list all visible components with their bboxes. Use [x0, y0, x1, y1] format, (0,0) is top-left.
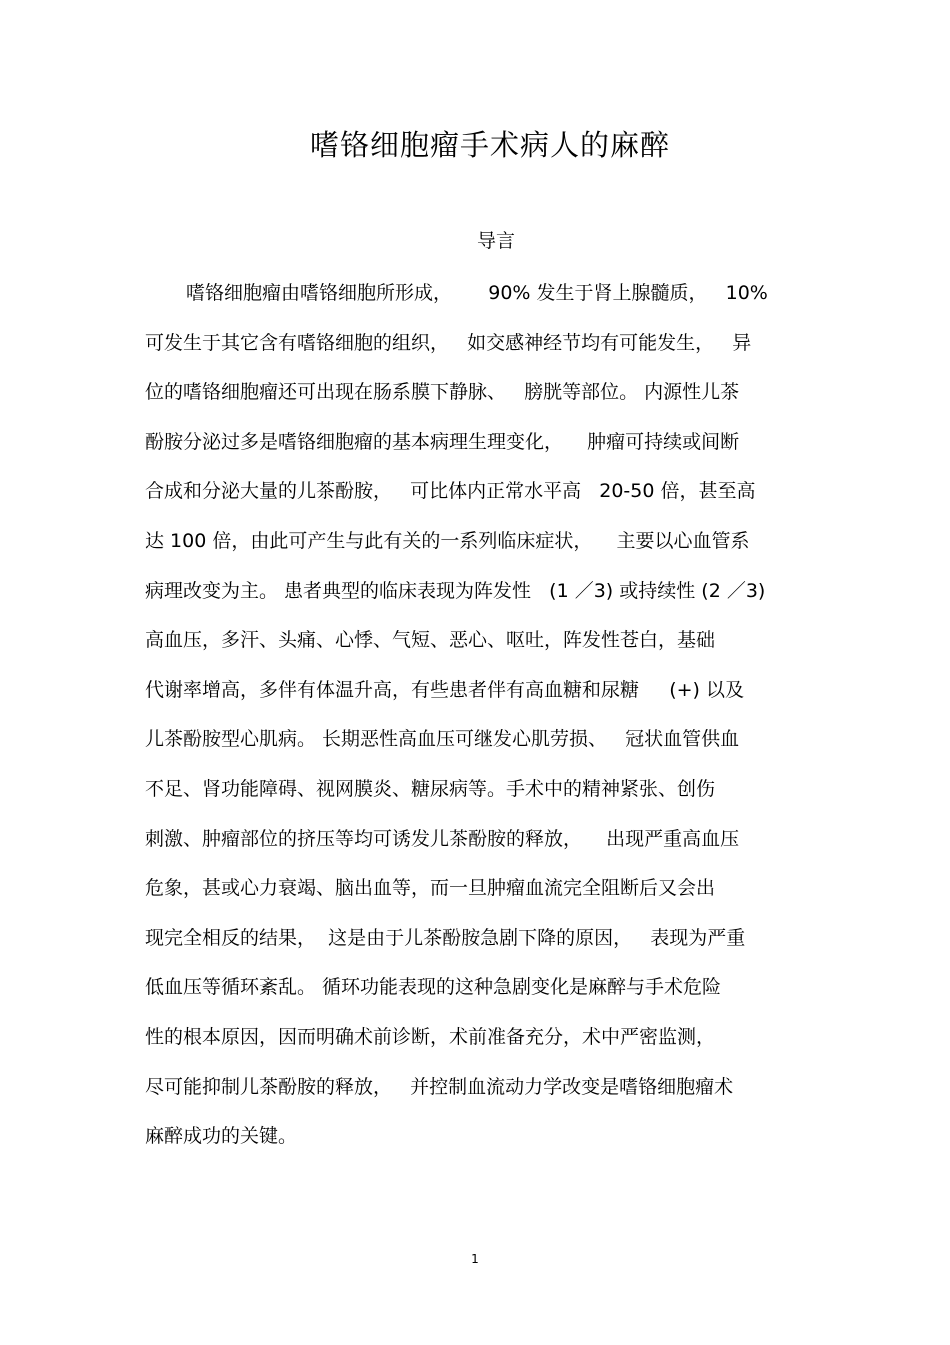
paragraph-line: 高血压，多汗、头痛、心悸、气短、恶心、呕吐，阵发性苍白，基础 — [145, 629, 716, 652]
paragraph-line: 达 100 倍，由此可产生与此有关的一系列临床症状， 主要以心血管系 — [145, 529, 750, 552]
paragraph-line: 病理改变为主。 患者典型的临床表现为阵发性 (1 ／3) 或持续性 (2 ／3) — [145, 579, 766, 602]
paragraph-line: 代谢率增高，多伴有体温升高，有些患者伴有高血糖和尿糖 (+) 以及 — [145, 678, 744, 701]
section-heading: 导言 — [476, 230, 515, 252]
page-number: 1 — [471, 1252, 479, 1266]
paragraph-line: 合成和分泌大量的儿茶酚胺， 可比体内正常水平高 20-50 倍，甚至高 — [145, 480, 756, 503]
paragraph-line: 位的嗜铬细胞瘤还可出现在肠系膜下静脉、 膀胱等部位。 内源性儿茶 — [145, 381, 740, 404]
paragraph-line: 嗜铬细胞瘤由嗜铬细胞所形成， 90% 发生于肾上腺髓质， 10% — [186, 282, 768, 304]
paragraph-line: 儿茶酚胺型心肌病。 长期恶性高血压可继发心肌劳损、 冠状血管供血 — [145, 728, 740, 751]
paragraph-line: 性的根本原因，因而明确术前诊断，术前准备充分，术中严密监测， — [145, 1025, 716, 1048]
paragraph-line: 危象，甚或心力衰竭、脑出血等，而一旦肿瘤血流完全阻断后又会出 — [145, 877, 716, 900]
paragraph-line: 不足、肾功能障碍、视网膜炎、糖尿病等。手术中的精神紧张、创伤 — [145, 777, 716, 800]
paragraph-line: 可发生于其它含有嗜铬细胞的组织， 如交感神经节均有可能发生， 异 — [145, 331, 752, 354]
paragraph-line: 刺激、肿瘤部位的挤压等均可诱发儿茶酚胺的释放， 出现严重高血压 — [145, 827, 740, 850]
paragraph-line: 低血压等循环紊乱。 循环功能表现的这种急剧变化是麻醉与手术危险 — [145, 976, 722, 999]
paragraph-line: 麻醉成功的关键。 — [145, 1125, 298, 1148]
document-title: 嗜铬细胞瘤手术病人的麻醉 — [309, 128, 670, 162]
body-paragraph — [145, 278, 815, 1171]
paragraph-line: 尽可能抑制儿茶酚胺的释放， 并控制血流动力学改变是嗜铬细胞瘤术 — [145, 1075, 734, 1098]
paragraph-line: 酚胺分泌过多是嗜铬细胞瘤的基本病理生理变化， 肿瘤可持续或间断 — [145, 430, 740, 453]
paragraph-line: 现完全相反的结果， 这是由于儿茶酚胺急剧下降的原因， 表现为严重 — [145, 926, 746, 949]
